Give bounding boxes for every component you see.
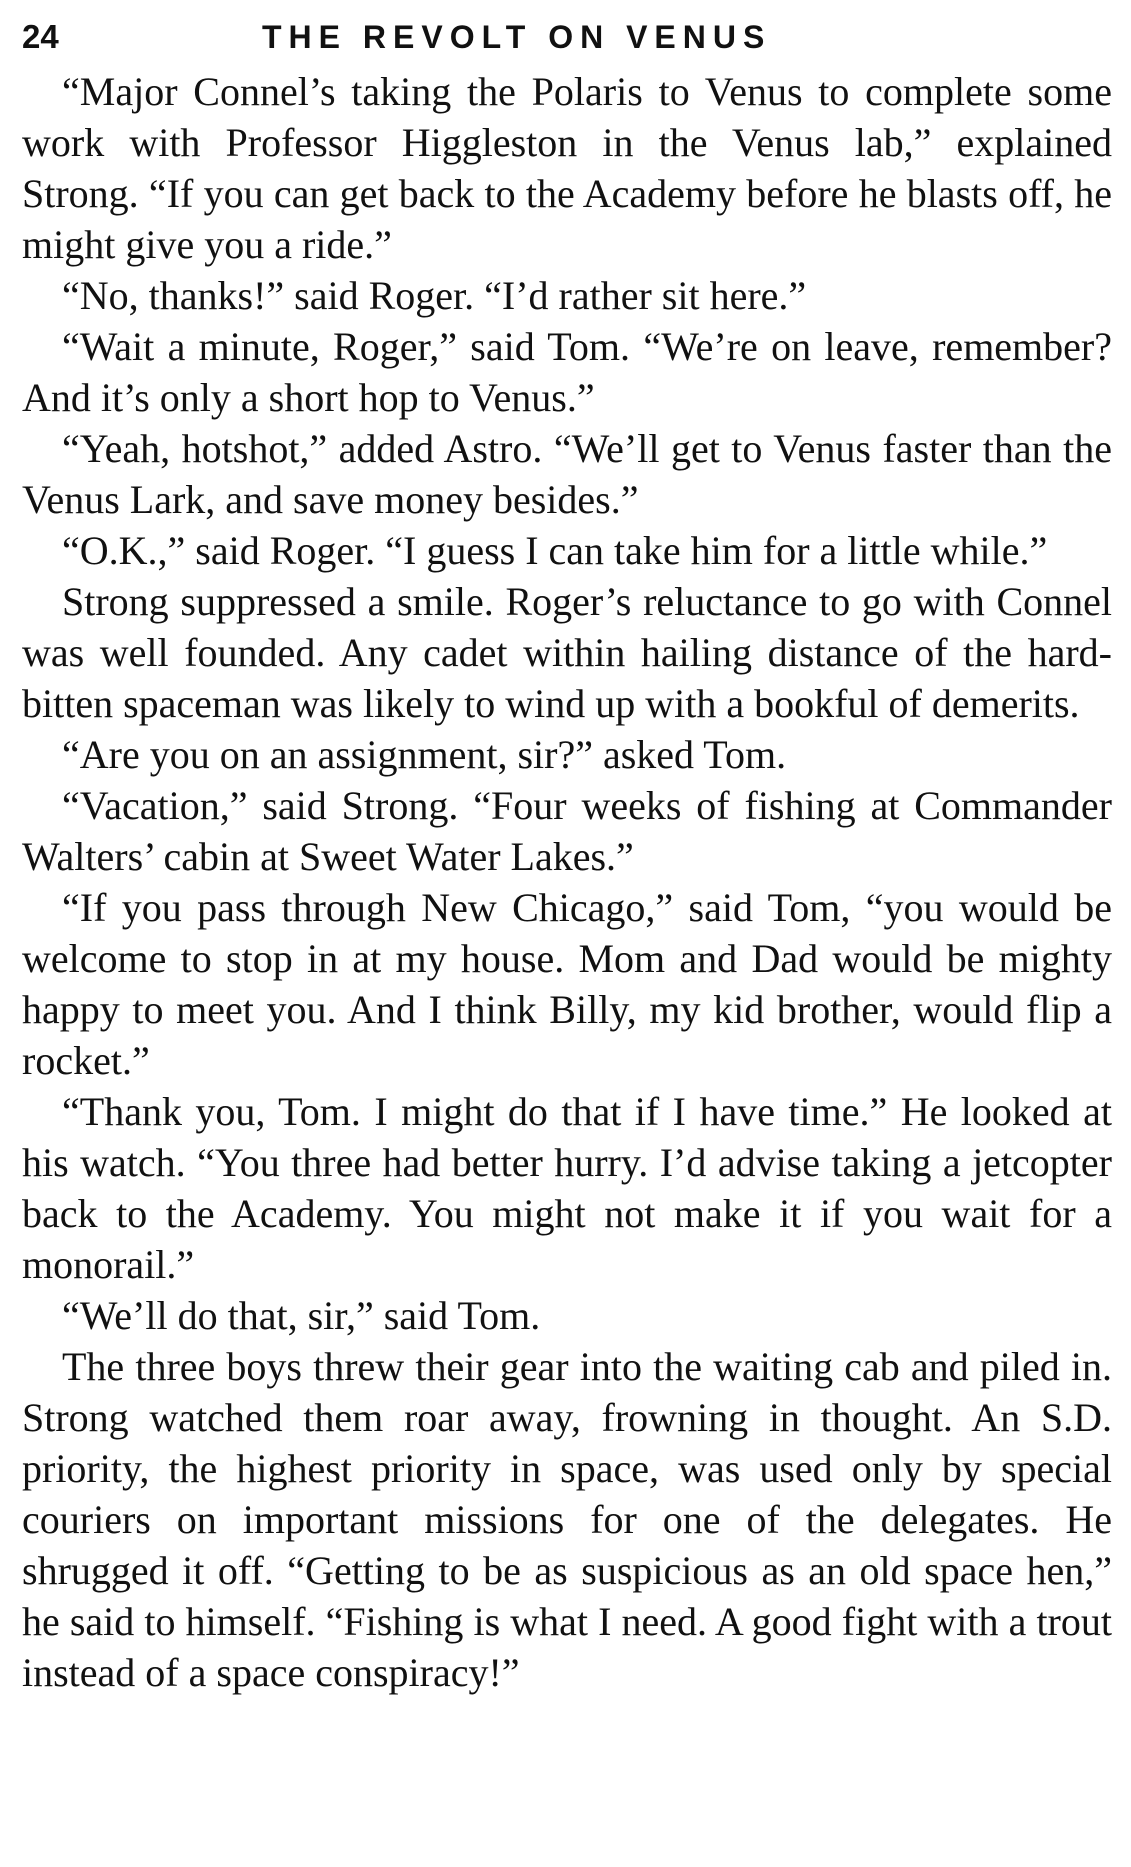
paragraph: “Wait a minute, Roger,” said Tom. “We’re on leave, remember? And it’s only a short hop to Venus.” [22, 324, 1112, 420]
running-title: THE REVOLT ON VENUS [262, 19, 772, 55]
body-text [22, 66, 1112, 1698]
paragraph: “Yeah, hotshot,” added Astro. “We’ll get to Venus faster than the Venus Lark, and save money besides.” [22, 426, 1112, 522]
paragraph: “Major Connel’s taking the Polaris to Venus to complete some work with Professor Higgleston in the Venus lab,” explained Strong. “If you can get back to the Academy before he blasts off, he might give you a ride.” [22, 69, 1112, 267]
paragraph: Strong suppressed a smile. Roger’s reluctance to go with Connel was well founded. Any cadet within hailing distance of the hard-bitten spaceman was likely to wind up with a bookful of demerits. [22, 579, 1112, 726]
book-page [22, 18, 1112, 1698]
paragraph: “Thank you, Tom. I might do that if I have time.” He looked at his watch. “You three had better hurry. I’d advise taking a jetcopter back to the Academy. You might not make it if you wait for a monorail.” [22, 1089, 1112, 1287]
running-head [22, 18, 1112, 60]
page-number: 24 [22, 18, 59, 55]
paragraph: “Vacation,” said Strong. “Four weeks of fishing at Commander Walters’ cabin at Sweet Water Lakes.” [22, 783, 1112, 879]
paragraph: “No, thanks!” said Roger. “I’d rather sit here.” [62, 273, 807, 318]
paragraph: “If you pass through New Chicago,” said Tom, “you would be welcome to stop in at my house. Mom and Dad would be mighty happy to meet you. And I think Billy, my kid brother, would flip a rocket.” [22, 885, 1112, 1083]
paragraph: The three boys threw their gear into the waiting cab and piled in. Strong watched them roar away, frowning in thought. An S.D. priority, the highest priority in space, was used only by special couriers on important missions for one of the delegates. He shrugged it off. “Getting to be as suspicious as an old space hen,” he said to himself. “Fishing is what I need. A good fight with a trout instead of a space conspiracy!” [22, 1344, 1112, 1695]
paragraph: “We’ll do that, sir,” said Tom. [62, 1293, 541, 1338]
paragraph: “Are you on an assignment, sir?” asked Tom. [62, 732, 787, 777]
paragraph: “O.K.,” said Roger. “I guess I can take him for a little while.” [62, 528, 1048, 573]
